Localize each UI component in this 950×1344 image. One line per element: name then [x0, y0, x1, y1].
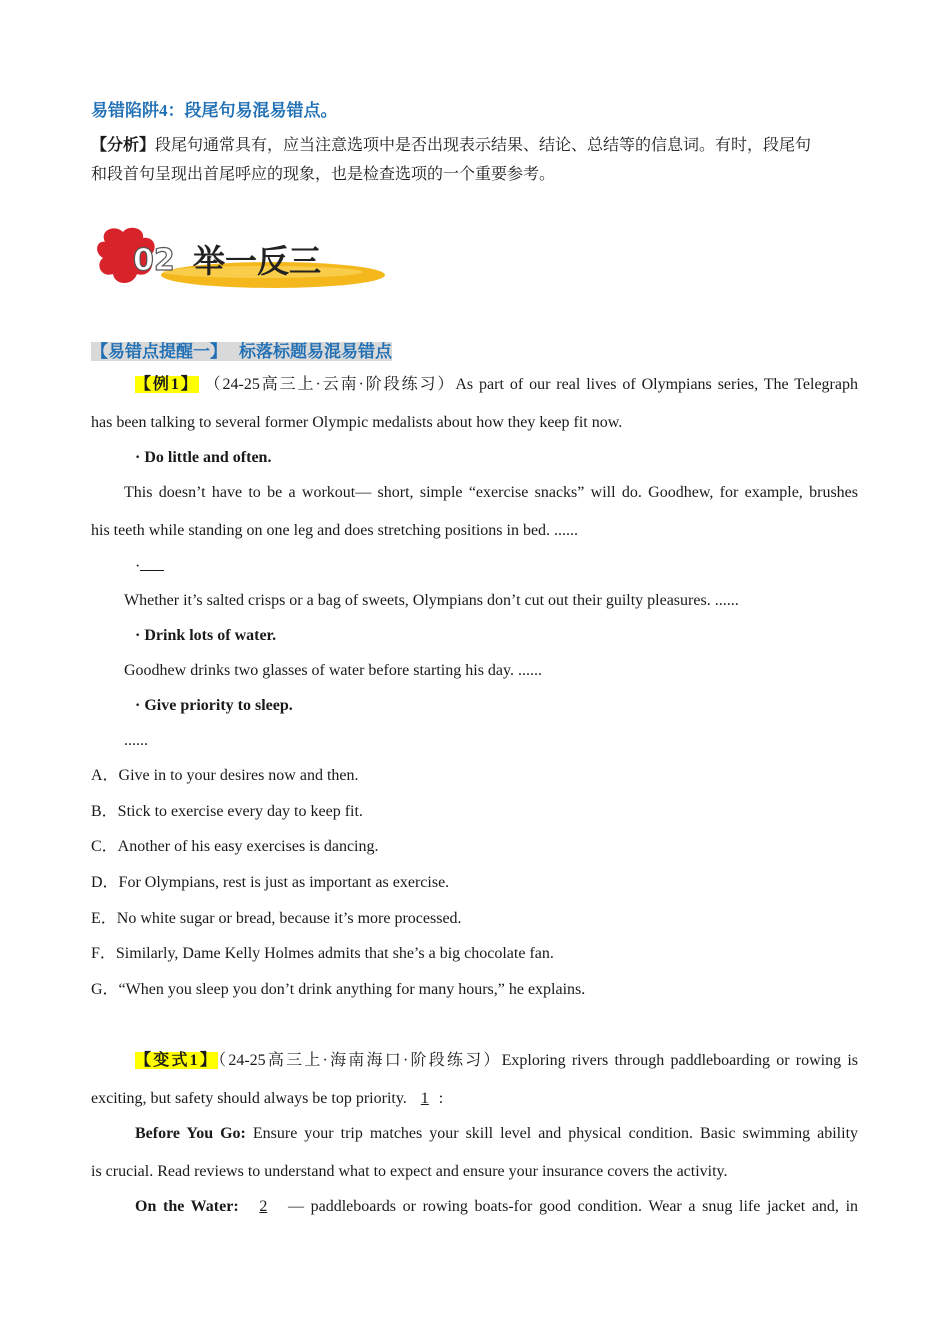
example1-heading-4: · Give priority to sleep.: [135, 697, 293, 714]
heading-2-bullet: ·: [135, 558, 141, 575]
before-you-go-line-1: [135, 1124, 858, 1144]
before-you-go-line-2: is crucial. Read reviews to understand what to expect and ensure your insurance covers the activity.: [91, 1163, 728, 1180]
on-the-water-label: On the Water:: [135, 1198, 239, 1215]
option-e: E．No white sugar or bread, because it’s more processed.: [91, 910, 462, 927]
option-f: F．Similarly, Dame Kelly Holmes admits that she’s a big chocolate fan.: [91, 945, 554, 962]
analysis-line-1: [91, 136, 858, 156]
reminder1-title: 标落标题易混易错点: [227, 342, 392, 361]
example1-heading-2: [135, 556, 858, 577]
on-the-water-text-a: — paddleboards or rowing boats-for good condition. Wear a snug life jacket and, in: [287, 1198, 859, 1215]
example1-para1-line-1: This doesn’t have to be a workout— short, simple “exercise snacks” will do. Goodhew, for example, brushes: [124, 484, 858, 501]
banner-title: 举一反三: [193, 242, 322, 280]
example1-para3: Goodhew drinks two glasses of water before starting his day. ......: [124, 662, 542, 679]
example1-tag: 【例1】: [135, 376, 199, 393]
example1-intro-a: As part of our real lives of Olympians series, The Telegraph: [455, 376, 858, 393]
option-d: D．For Olympians, rest is just as important as exercise.: [91, 874, 450, 891]
analysis-text-1: 段尾句通常具有，应当注意选项中是否出现表示结果、结论、总结等的信息词。有时，段尾句: [155, 137, 812, 154]
variant1-intro-a: Exploring rivers through paddleboarding or rowing is: [501, 1052, 858, 1069]
reminder1-label: 【易错点提醒一】: [91, 342, 227, 361]
section-banner: [93, 222, 393, 302]
example1-intro-line-1: [135, 375, 858, 395]
example1-intro-line-2: has been talking to several former Olympic medalists about how they keep fit now.: [91, 414, 623, 431]
before-you-go-label: Before You Go:: [135, 1125, 246, 1142]
variant1-tag: 【变式1】: [135, 1052, 219, 1069]
banner-graphic: [93, 222, 393, 302]
variant1-intro-line-2: [91, 1089, 858, 1109]
option-g: G．“When you sleep you don’t drink anything for many hours,” he explains.: [91, 981, 586, 998]
option-a: A．Give in to your desires now and then.: [91, 767, 359, 784]
option-b: B．Stick to exercise every day to keep fit.: [91, 803, 363, 820]
variant1-source: （24-25高三上·海南海口·阶段练习）: [218, 1052, 502, 1069]
example1-para1-line-2: his teeth while standing on one leg and does stretching positions in bed. ......: [91, 522, 579, 539]
blank-1: 1: [420, 1090, 429, 1107]
blank-2: 2: [259, 1198, 268, 1215]
before-you-go-text-a: Ensure your trip matches your skill level and physical condition. Basic swimming ability: [252, 1125, 859, 1142]
example1-heading-3: · Drink lots of water.: [135, 627, 277, 644]
reminder1: [91, 341, 392, 363]
variant1-intro-b: exciting, but safety should always be top priority.: [91, 1090, 407, 1107]
analysis-label: 【分析】: [91, 137, 156, 154]
analysis-line-2: 和段首句呈现出首尾呼应的现象，也是检查选项的一个重要参考。: [91, 166, 556, 183]
variant1-intro-line-1: [135, 1051, 858, 1071]
banner-number: 02: [133, 243, 175, 278]
example1-heading-1: · Do little and often.: [135, 449, 272, 466]
heading-2-blank: [140, 556, 164, 571]
option-c: C．Another of his easy exercises is dancing.: [91, 838, 379, 855]
example1-source: （24-25高三上·云南·阶段练习）: [204, 376, 456, 393]
example1-para4: ......: [124, 732, 148, 749]
on-the-water-line-1: [135, 1197, 858, 1217]
variant1-colon: :: [438, 1090, 444, 1107]
trap4-title: 易错陷阱4：段尾句易混易错点。: [91, 101, 338, 120]
example1-para2: Whether it’s salted crisps or a bag of sweets, Olympians don’t cut out their guilty pleasures. ......: [124, 592, 739, 609]
